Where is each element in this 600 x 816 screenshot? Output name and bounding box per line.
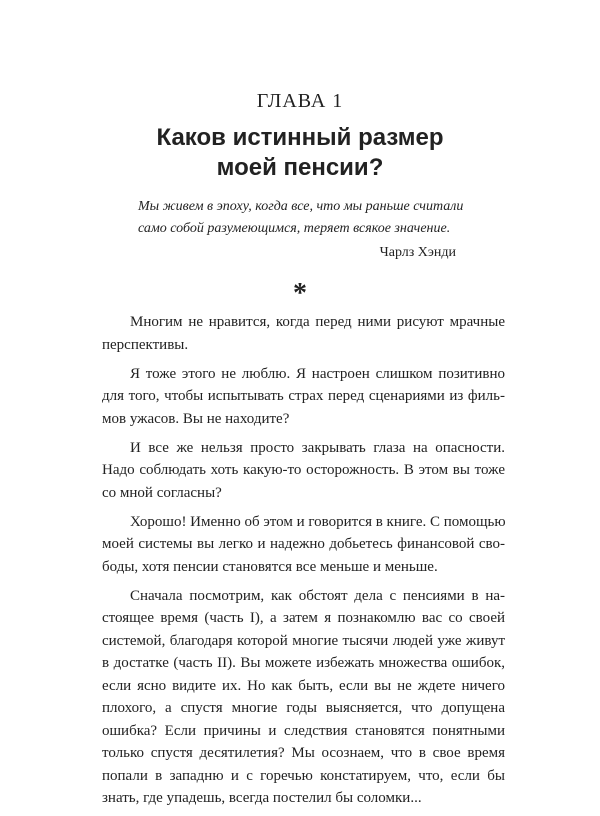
paragraph xyxy=(102,585,505,810)
paragraph-line: если ясно видите их. Но как быть, если вы не ждете ничего xyxy=(102,677,505,694)
paragraph-line: моей системы вы легко и надежно добьетесь финансовой сво- xyxy=(102,536,505,552)
paragraph-line: мов ужасов. Вы не находите? xyxy=(102,410,290,427)
paragraph-line: системой, благодаря которой многие тысячи людей уже живут xyxy=(102,632,505,649)
epigraph-line: Мы живем в эпоху, когда все, что мы раньше считали xyxy=(138,199,464,214)
paragraph-line: Хорошо! Именно об этом и говорится в книге. С помощью xyxy=(130,513,506,530)
body-text xyxy=(102,311,505,816)
paragraph-line: ошибка? Если причины и следствия становятся понятными xyxy=(102,722,505,739)
epigraph-quote xyxy=(138,196,464,240)
paragraph-line: со мной согласны? xyxy=(102,484,222,501)
paragraph-line: попали в западню и с горечью констатируем, что, если бы xyxy=(102,767,505,784)
paragraph-line: только спустя десятилетия? Мы осознаем, что в свое время xyxy=(102,745,505,761)
paragraph-line: для того, чтобы испытывать страх перед сценариями из филь- xyxy=(102,388,505,404)
chapter-title-line: Каков истинный размер xyxy=(156,124,444,151)
section-separator: * xyxy=(293,278,307,309)
paragraph-line: Я тоже этого не люблю. Я настроен слишком позитивно xyxy=(130,365,505,382)
chapter-label: ГЛАВА 1 xyxy=(256,90,344,112)
paragraph-line: Многим не нравится, когда перед ними рисуют мрачные xyxy=(130,314,505,330)
chapter-title-line: моей пенсии? xyxy=(216,154,384,181)
epigraph-line: само собой разумеющимся, теряет всякое значение. xyxy=(138,221,451,236)
chapter-title xyxy=(0,123,600,183)
paragraph-line: Сначала посмотрим, как обстоят дела с пенсиями в на- xyxy=(130,587,505,604)
paragraph-line: в достатке (часть II). Вы можете избежать множества ошибок, xyxy=(102,655,505,671)
paragraph-line: знать, где упадешь, всегда постелил бы соломки... xyxy=(102,790,422,806)
paragraph-line: боды, хотя пенсии становятся все меньше и меньше. xyxy=(102,558,438,575)
paragraph xyxy=(102,363,505,431)
paragraph xyxy=(102,511,505,579)
paragraph-line: Надо соблюдать хоть какую-то осторожность. В этом вы тоже xyxy=(102,462,505,478)
epigraph-author: Чарлз Хэнди xyxy=(379,245,456,260)
paragraph xyxy=(102,311,505,356)
paragraph-line: плохого, а спустя многие годы выясняется, что допущена xyxy=(102,700,505,716)
paragraph-line: И все же нельзя просто закрывать глаза на опасности. xyxy=(130,439,505,456)
paragraph xyxy=(102,437,505,505)
paragraph-line: стоящее время (часть I), а затем я познакомлю вас со своей xyxy=(102,610,505,626)
paragraph-line: перспективы. xyxy=(102,336,189,353)
